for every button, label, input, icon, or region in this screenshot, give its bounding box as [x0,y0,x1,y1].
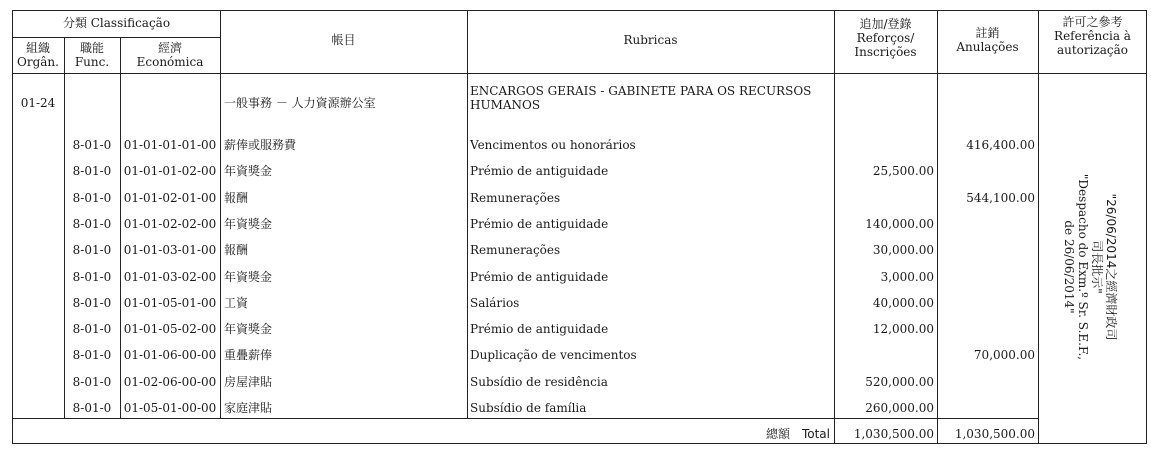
row-econ: 01-01-02-02-00 [123,217,217,231]
row-econ: 01-01-02-01-00 [123,191,217,205]
func-header-zh: 職能 [79,41,104,55]
row-econ: 01-02-06-00-00 [123,375,217,389]
row-reforco: 40,000.00 [872,296,934,310]
col-divider [1038,10,1039,444]
row-econ: 01-01-03-01-00 [123,243,217,257]
row-econ: 01-01-05-02-00 [123,322,217,336]
row-chapter: 房屋津貼 [224,375,273,389]
referencia-line: 司長批示" [1090,240,1104,294]
total-anulacao: 1,030,500.00 [954,427,1035,441]
referencia-header-pt2: autorização [1056,43,1129,57]
row-chapter: 家庭津貼 [224,401,273,415]
organ-header-pt: Orgân. [17,55,59,69]
row-rubrica: Remunerações [470,191,561,205]
func-header-pt: Func. [74,55,110,69]
econ-header-pt: Económica [136,55,204,69]
row-func: 8-01-0 [72,243,112,257]
row-econ: 01-01-01-02-00 [123,164,217,178]
reforcos-header [834,17,937,59]
header-divider [12,73,1147,74]
row-chapter: 年資獎金 [224,217,273,231]
row-rubrica: Remunerações [470,243,561,257]
row-anulacao: 544,100.00 [966,191,1035,205]
total-reforco: 1,030,500.00 [853,427,934,441]
total-label: 總額 Total [765,427,830,441]
row-func: 8-01-0 [72,138,112,152]
row-reforco: 12,000.00 [872,322,934,336]
row-func: 8-01-0 [72,348,112,362]
anulacoes-header-pt: Anulações [956,40,1019,54]
row-rubrica: Vencimentos ou honorários [470,138,636,152]
referencia-line: "Despacho do Exm.º Sr. S.E.F., [1076,173,1090,361]
row-econ: 01-01-05-01-00 [123,296,217,310]
row-anulacao: 70,000.00 [973,348,1035,362]
row-func: 8-01-0 [72,401,112,415]
row-anulacao: 416,400.00 [966,138,1035,152]
row-rubrica: Salários [470,296,520,310]
row-chapter: 報酬 [224,191,249,205]
row-reforco: 140,000.00 [865,217,934,231]
row-rubrica: Prémio de antiguidade [470,164,609,178]
row-chapter: 工資 [224,296,249,310]
row-func: 8-01-0 [72,217,112,231]
row-chapter: 年資獎金 [224,164,273,178]
rubricas-header: Rubricas [623,33,678,47]
row-rubrica: Prémio de antiguidade [470,322,609,336]
row-reforco: 520,000.00 [865,375,934,389]
section-chapter: 一般事務 － 人力資源辦公室 [224,96,376,110]
row-econ: 01-05-01-00-00 [123,401,217,415]
row-rubrica: Subsídio de família [470,401,587,415]
row-func: 8-01-0 [72,191,112,205]
row-chapter: 報酬 [224,243,249,257]
row-econ: 01-01-03-02-00 [123,270,217,284]
referencia-line: de 26/06/2014" [1062,220,1076,314]
col-divider [220,10,221,418]
organ-header-zh: 組織 [25,41,50,55]
row-reforco: 25,500.00 [872,164,934,178]
reforcos-header-pt2: Inscrições [854,45,917,59]
section-rubrica [470,84,811,112]
referencia-header [1038,15,1147,57]
row-rubrica: Prémio de antiguidade [470,270,609,284]
row-chapter: 重疊薪俸 [224,348,273,362]
row-rubrica: Prémio de antiguidade [470,217,609,231]
total-divider [12,418,1038,419]
section-rubrica-line2: HUMANOS [470,98,541,112]
row-chapter: 年資獎金 [224,270,273,284]
econ-header-zh: 經濟 [157,41,182,55]
section-organ: 01-24 [20,96,56,110]
row-econ: 01-01-06-00-00 [123,348,217,362]
referencia-cell [1042,173,1138,361]
row-func: 8-01-0 [72,164,112,178]
anulacoes-header [937,26,1038,54]
row-reforco: 30,000.00 [872,243,934,257]
reforcos-header-pt1: Reforços/ [856,31,915,45]
row-reforco: 3,000.00 [880,270,934,284]
econ-header [120,41,220,69]
referencia-header-pt1: Referência à [1054,29,1131,43]
referencia-text [1062,174,1118,360]
row-func: 8-01-0 [72,322,112,336]
row-rubrica: Subsídio de residência [470,375,608,389]
organ-header [12,41,64,69]
referencia-line: "26/06/2014之經濟財政司 [1104,193,1118,341]
section-rubrica-line1: ENCARGOS GERAIS - GABINETE PARA OS RECURSOS [470,84,812,98]
row-func: 8-01-0 [72,375,112,389]
func-header [64,41,120,69]
chapter-header: 帳目 [331,33,356,47]
row-rubrica: Duplicação de vencimentos [470,348,637,362]
header-subdivider [12,37,221,38]
row-chapter: 年資獎金 [224,322,273,336]
anulacoes-header-zh: 註銷 [975,26,1000,40]
row-econ: 01-01-01-01-00 [123,138,217,152]
col-divider [467,10,468,418]
reforcos-header-zh: 追加/登錄 [859,17,912,31]
row-chapter: 薪俸或服務費 [224,138,297,152]
classificacao-header: 分類 Classificação [62,16,171,30]
row-func: 8-01-0 [72,270,112,284]
referencia-header-zh: 許可之參考 [1062,15,1123,29]
row-func: 8-01-0 [72,296,112,310]
col-divider [937,10,938,444]
row-reforco: 260,000.00 [865,401,934,415]
